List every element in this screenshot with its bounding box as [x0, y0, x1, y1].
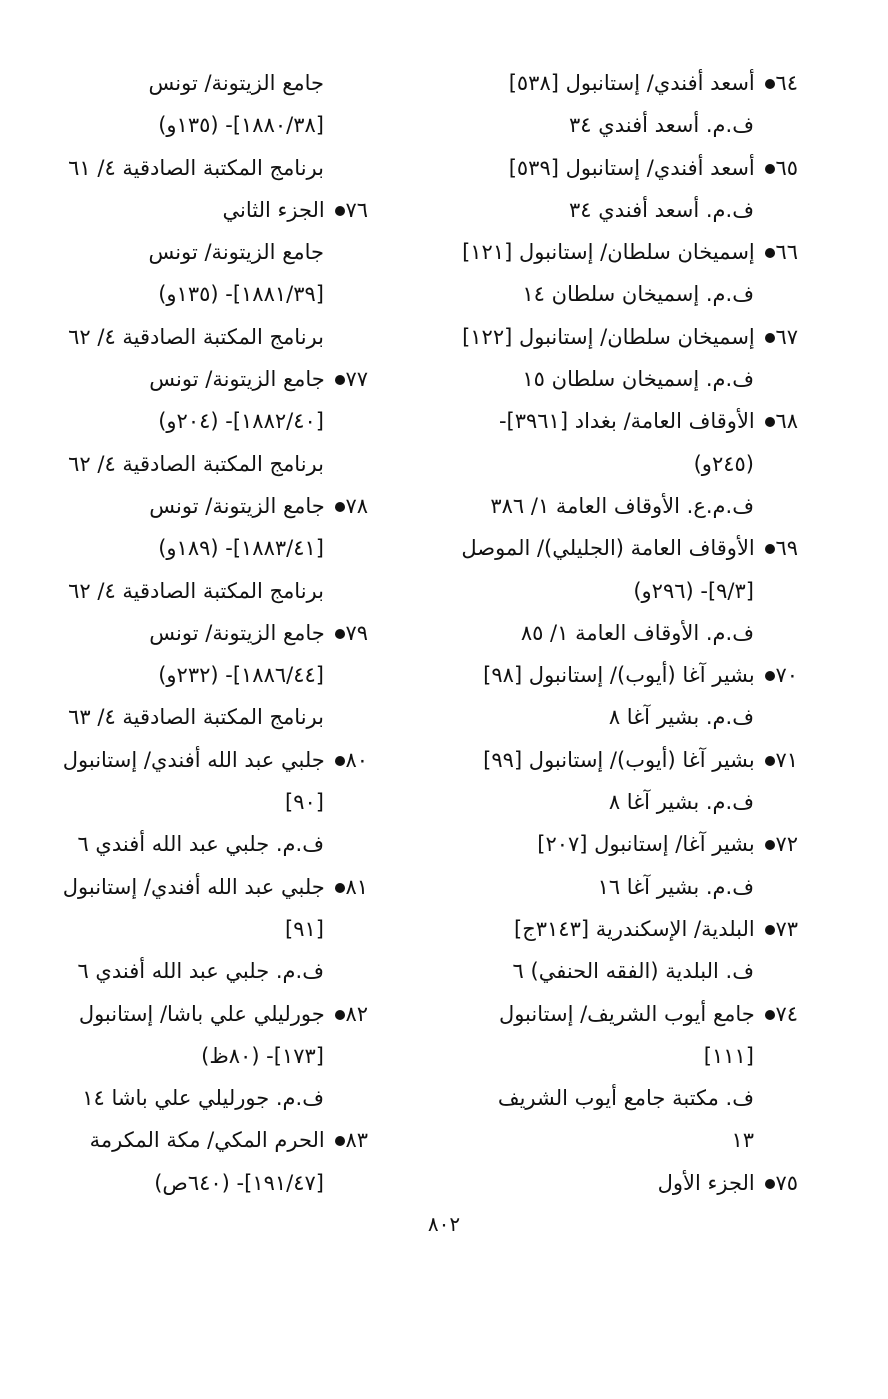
catalog-entry — [458, 1162, 798, 1204]
catalog-reference: برنامج المكتبة الصادقية ٤/ ٦٢ — [68, 324, 324, 349]
entry-number: ٧٢ — [775, 832, 798, 857]
entry-number: ٦٨ — [775, 409, 798, 434]
entry-number: ٧١ — [775, 747, 798, 772]
entry-continuation: جامع الزيتونة/ تونس — [148, 240, 324, 265]
catalog-reference: ف.م. بشير آغا ١٦ — [597, 874, 754, 899]
catalog-entry — [18, 866, 368, 908]
entry-number: ٦٤ — [775, 71, 798, 95]
page-number: ٨٠٢ — [427, 1212, 461, 1236]
bullet-icon — [335, 375, 345, 385]
entry-number: ٧٥ — [775, 1170, 798, 1195]
entry-continuation: [١٨٨٣/٤١]- (١٨٩و) — [158, 536, 324, 561]
catalog-entry — [458, 654, 798, 696]
catalog-reference: ف. مكتبة جامع أيوب الشريف — [497, 1086, 754, 1111]
catalog-entry — [458, 231, 798, 273]
catalog-reference: ف.م. جورليلي علي باشا ١٤ — [82, 1086, 324, 1111]
catalog-reference: ف.م. جلبي عبد الله أفندي ٦ — [77, 959, 324, 984]
bullet-icon — [765, 671, 775, 681]
entry-text: الأوقاف العامة/ بغداد [٣٩٦١]- — [498, 409, 762, 434]
entry-continuation: [١١١] — [703, 1043, 754, 1068]
bullet-icon — [335, 883, 345, 893]
catalog-entry — [458, 823, 798, 865]
left-column — [18, 62, 368, 1204]
entry-text: جلبي عبد الله أفندي/ إستانبول — [62, 747, 332, 772]
entry-text: الأوقاف العامة (الجليلي)/ الموصل — [461, 536, 762, 561]
bullet-icon — [765, 1179, 775, 1189]
catalog-reference: برنامج المكتبة الصادقية ٤/ ٦٢ — [68, 451, 324, 476]
catalog-entry — [18, 612, 368, 654]
catalog-reference: ف.م. جلبي عبد الله أفندي ٦ — [77, 832, 324, 857]
entry-text: أسعد أفندي/ إستانبول [٥٣٩] — [508, 155, 762, 180]
bullet-icon — [335, 1136, 345, 1146]
entry-text: الحرم المكي/ مكة المكرمة — [89, 1128, 332, 1153]
entry-continuation: [١٨٨١/٣٩]- (١٣٥و) — [158, 282, 324, 307]
entry-continuation: [١٨٨٠/٣٨]- (١٣٥و) — [158, 113, 324, 138]
catalog-reference: ف.م. بشير آغا ٨ — [608, 790, 754, 815]
catalog-entry — [18, 358, 368, 400]
bullet-icon — [335, 502, 345, 512]
entry-number: ٧٧ — [345, 367, 368, 392]
entry-number: ٧٦ — [345, 197, 368, 222]
entry-continuation: [١٧٣]- (٨٠ظ) — [201, 1043, 324, 1068]
catalog-reference: ف.م. أسعد أفندي ٣٤ — [569, 113, 754, 138]
catalog-entry — [18, 485, 368, 527]
catalog-entry — [458, 527, 798, 569]
entry-number: ٨١ — [345, 874, 368, 899]
catalog-reference: ف.م.ع. الأوقاف العامة ١/ ٣٨٦ — [490, 493, 754, 518]
entry-text: إسميخان سلطان/ إستانبول [١٢١] — [462, 240, 762, 265]
entry-number: ٦٥ — [775, 155, 798, 180]
entry-text: بشير آغا (أيوب)/ إستانبول [٩٨] — [483, 663, 762, 688]
entry-continuation: [٩٠] — [285, 790, 324, 815]
entry-continuation: [٩١] — [285, 916, 324, 941]
entry-text: الجزء الأول — [657, 1170, 762, 1195]
entry-number: ٨٠ — [345, 747, 368, 772]
bullet-icon — [765, 79, 775, 89]
entry-text: جامع الزيتونة/ تونس — [149, 620, 332, 645]
bullet-icon — [765, 840, 775, 850]
entry-text: الجزء الثاني — [222, 197, 332, 222]
catalog-entry — [458, 62, 798, 104]
catalog-entry — [458, 316, 798, 358]
bullet-icon — [765, 925, 775, 935]
catalog-reference: برنامج المكتبة الصادقية ٤/ ٦١ — [68, 155, 324, 180]
catalog-entry — [18, 739, 368, 781]
bullet-icon — [765, 417, 775, 427]
catalog-entry — [458, 147, 798, 189]
catalog-reference: ف.م. الأوقاف العامة ١/ ٨٥ — [520, 620, 754, 645]
entry-number: ٦٦ — [775, 240, 798, 265]
entry-continuation: جامع الزيتونة/ تونس — [148, 71, 324, 95]
entry-continuation: [١٩١/٤٧]- (٦٤٠ص) — [154, 1170, 324, 1195]
entry-number: ٦٧ — [775, 324, 798, 349]
bullet-icon — [335, 629, 345, 639]
catalog-entry — [458, 739, 798, 781]
catalog-reference: برنامج المكتبة الصادقية ٤/ ٦٣ — [68, 705, 324, 730]
entry-number: ٧٨ — [345, 493, 368, 518]
entry-text: بشير آغا (أيوب)/ إستانبول [٩٩] — [483, 747, 762, 772]
catalog-reference: برنامج المكتبة الصادقية ٤/ ٦٢ — [68, 578, 324, 603]
catalog-reference: ف.م. أسعد أفندي ٣٤ — [569, 197, 754, 222]
bullet-icon — [765, 248, 775, 258]
entry-continuation: [٩/٣]- (٢٩٦و) — [633, 578, 754, 603]
catalog-reference: ف.م. إسميخان سلطان ١٤ — [522, 282, 754, 307]
entry-number: ٦٩ — [775, 536, 798, 561]
catalog-entry — [18, 189, 368, 231]
entry-text: أسعد أفندي/ إستانبول [٥٣٨] — [508, 71, 762, 95]
catalog-entry — [18, 993, 368, 1035]
entry-text: جلبي عبد الله أفندي/ إستانبول — [62, 874, 332, 899]
entry-text: جامع أيوب الشريف/ إستانبول — [498, 1001, 762, 1026]
bullet-icon — [765, 544, 775, 554]
catalog-entry — [458, 908, 798, 950]
bullet-icon — [335, 1010, 345, 1020]
entry-continuation: (٢٤٥و) — [693, 451, 754, 476]
bullet-icon — [765, 756, 775, 766]
entry-text: جامع الزيتونة/ تونس — [149, 367, 332, 392]
bullet-icon — [765, 333, 775, 343]
entry-number: ٧٠ — [775, 663, 798, 688]
entry-text: إسميخان سلطان/ إستانبول [١٢٢] — [462, 324, 762, 349]
entry-text: جورليلي علي باشا/ إستانبول — [78, 1001, 332, 1026]
entry-text: بشير آغا/ إستانبول [٢٠٧] — [537, 832, 762, 857]
entry-text: جامع الزيتونة/ تونس — [149, 493, 332, 518]
entry-continuation: [١٨٨٢/٤٠]- (٢٠٤و) — [158, 409, 324, 434]
entry-number: ٨٣ — [345, 1128, 368, 1153]
catalog-reference: ف.م. إسميخان سلطان ١٥ — [522, 367, 754, 392]
catalog-reference: ف. البلدية (الفقه الحنفي) ٦ — [512, 959, 754, 984]
entry-number: ٧٤ — [775, 1001, 798, 1026]
bullet-icon — [765, 164, 775, 174]
bullet-icon — [765, 1010, 775, 1020]
entry-number: ٨٢ — [345, 1001, 368, 1026]
entry-continuation: [١٨٨٦/٤٤]- (٢٣٢و) — [158, 663, 324, 688]
catalog-entry — [458, 993, 798, 1035]
entry-continuation: ١٣ — [731, 1128, 754, 1153]
bullet-icon — [335, 756, 345, 766]
entry-number: ٧٩ — [345, 620, 368, 645]
catalog-reference: ف.م. بشير آغا ٨ — [608, 705, 754, 730]
catalog-entry — [458, 400, 798, 442]
bullet-icon — [335, 206, 345, 216]
catalog-entry — [18, 1119, 368, 1161]
entry-number: ٧٣ — [775, 916, 798, 941]
entry-text: البلدية/ الإسكندرية [٣١٤٣ج] — [514, 916, 762, 941]
right-column — [458, 62, 798, 1204]
